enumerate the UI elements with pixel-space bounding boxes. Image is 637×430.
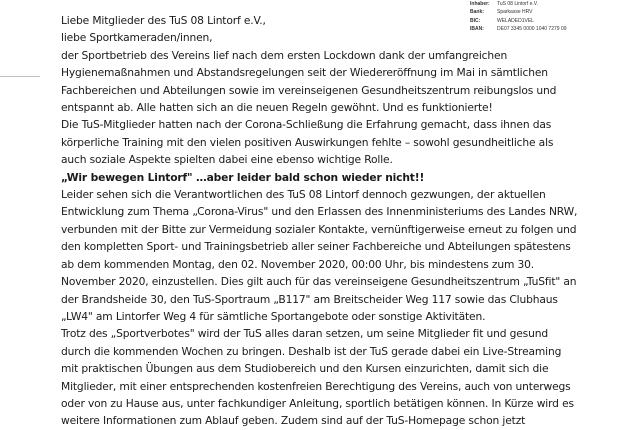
paragraph-line: Mitglieder, mit einer entsprechenden kostenfreien Berechtigung des Vereins, auch von unterwegs	[61, 379, 571, 393]
bic-value: WELADED1VEL	[497, 17, 534, 24]
paragraph-line: Fachbereichen und Abteilungen sowie im vereinseigenen Gesundheitszentrum reibungslos und	[61, 83, 557, 97]
iban-value: DE07 3345 0000 1040 7279 09	[497, 25, 567, 32]
left-margin-rule	[0, 76, 40, 77]
paragraph-line: den kompletten Sport- und Trainingsbetrieb aller seiner Fachbereiche und Abteilungen spätestens	[61, 240, 571, 254]
paragraph-line: weitere Informationen zum Ablauf geben. Zudem sind auf der TuS-Homepage schon jetzt	[61, 414, 526, 428]
paragraph-line: auch soziale Aspekte spielten dabei eine ebenso wichtige Rolle.	[61, 153, 393, 167]
paragraph-line: „LW4" am Lintorfer Weg 4 für sämtliche Sportangebote oder sonstige Aktivitäten.	[61, 309, 486, 323]
paragraph-line: der Brandsheide 30, den TuS-Sportraum „B117" am Breitscheider Weg 117 sowie das Clubhaus	[61, 292, 558, 306]
iban-label: IBAN:	[470, 25, 484, 32]
salutation-line: Liebe Mitglieder des TuS 08 Lintorf e.V.,	[61, 14, 266, 27]
highlight-heading: „Wir bewegen Lintorf" …aber leider bald schon wieder nicht!!	[61, 170, 425, 184]
paragraph-line: Entwicklung zum Thema „Corona-Virus" und den Erlassen des Innenministeriums des Landes NRW,	[61, 205, 578, 219]
owner-label: Inhaber:	[470, 1, 490, 7]
bank-label: Bank:	[470, 9, 484, 16]
bank-row-owner	[470, 0, 567, 8]
paragraph-line: Hygienemaßnahmen und Abstandsregelungen seit der Wiedereröffnung im Mai in sämtlichen	[61, 66, 548, 80]
bic-label: BIC:	[470, 17, 481, 24]
paragraph-line: November 2020, einzustellen. Dies gilt auch für das vereinseigene Gesundheitszentrum „TuSfit" an	[61, 275, 577, 289]
paragraph-line: körperliche Training mit den vielen positiven Auswirkungen fehlte – sowohl gesundheitliche als	[61, 135, 554, 149]
paragraph-line: Die TuS-Mitglieder hatten nach der Corona-Schließung die Erfahrung gemacht, dass ihnen das	[61, 118, 552, 132]
paragraph-line: entspannt ab. Alle hatten sich an die neuen Regeln gewöhnt. Und es funktionierte!	[61, 101, 493, 115]
paragraph-line: ab dem kommenden Montag, den 02. November 2020, 00:00 Uhr, bis mindestens zum 30.	[61, 257, 535, 271]
paragraph-line: durch die kommenden Wochen zu bringen. Deshalb ist der TuS gerade dabei ein Live-Streaming	[61, 344, 562, 358]
bank-value: Sparkasse HRV	[497, 9, 533, 16]
paragraph-line: Trotz des „Sportverbotes" wird der TuS alles daran setzen, um seine Mitglieder fit und gesund	[61, 327, 548, 341]
paragraph-line: der Sportbetrieb des Vereins lief nach dem ersten Lockdown dank der umfangreichen	[61, 48, 508, 62]
letter-body	[61, 12, 621, 430]
paragraph-line: Leider sehen sich die Verantwortlichen des TuS 08 Lintorf dennoch gezwungen, der aktuellen	[61, 188, 546, 202]
paragraph-line: oder von zu Hause aus, unter fachkundiger Anleitung, sportlich betätigen können. In Kürze wird es	[61, 396, 574, 410]
paragraph-line: verbunden mit der Bitte zur Vermeidung sozialer Kontakte, vernünftigerweise erneut zu folgen und	[61, 222, 577, 236]
salutation-line: liebe Sportkameraden/innen,	[61, 31, 213, 45]
owner-value: TuS 08 Lintorf e.V.	[497, 1, 539, 7]
paragraph-line: mit praktischen Übungen aus dem Studiobereich und den Kursen einzurichten, damit sich die	[61, 362, 549, 376]
